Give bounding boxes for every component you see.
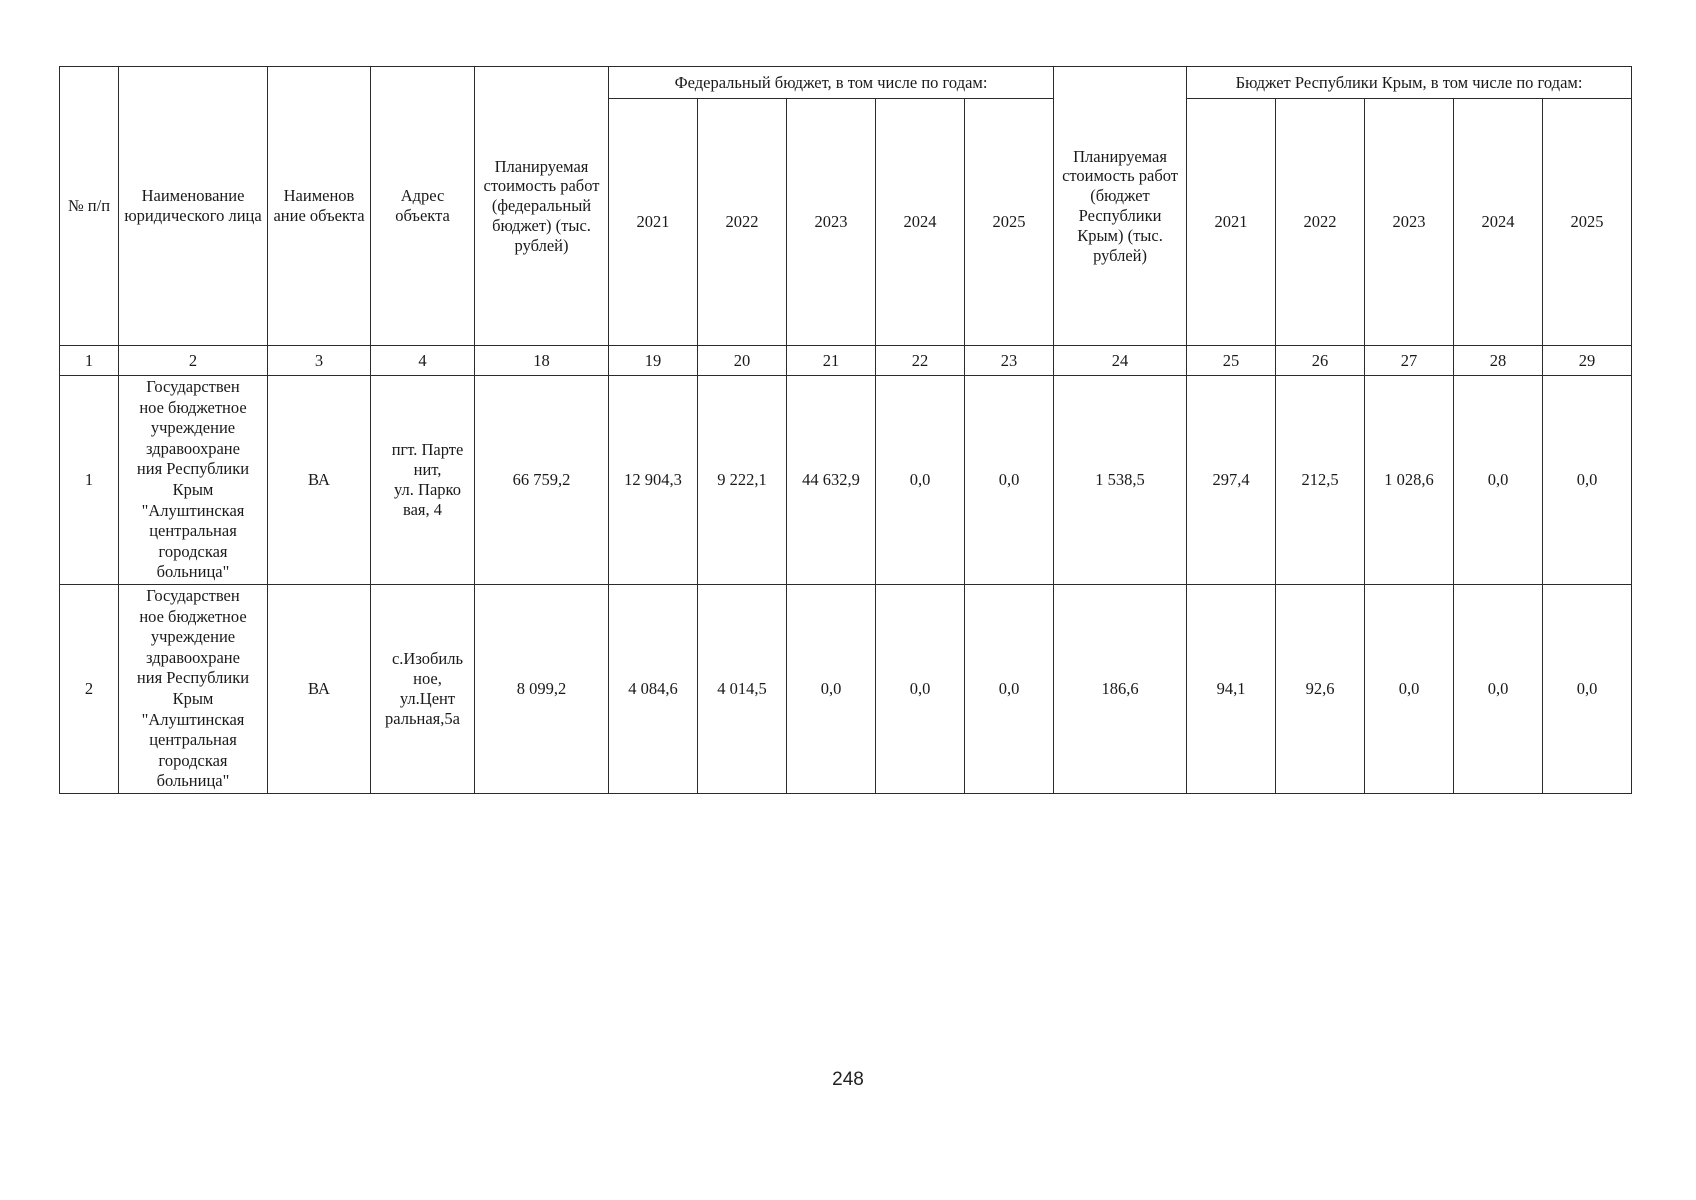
header-federal-year: 2021	[609, 99, 698, 346]
regional-year-value: 297,4	[1187, 376, 1276, 585]
text-line: больница"	[156, 771, 230, 791]
header-address: Адрес объекта	[371, 67, 475, 346]
text-line: городская	[158, 750, 228, 770]
header-federal-year: 2022	[698, 99, 787, 346]
planned-regional-cost: 1 538,5	[1054, 376, 1187, 585]
column-number: 2	[119, 346, 268, 376]
header-object-name: Наименов ание объекта	[268, 67, 371, 346]
header-federal-year: 2024	[876, 99, 965, 346]
column-number: 3	[268, 346, 371, 376]
column-number: 24	[1054, 346, 1187, 376]
text-line: ния Республики	[136, 459, 250, 479]
column-number: 22	[876, 346, 965, 376]
header-regional-year: 2021	[1187, 99, 1276, 346]
page-number: 248	[832, 1069, 864, 1090]
text-line: Крым	[172, 480, 214, 499]
text-line: больница"	[156, 562, 230, 582]
column-number: 27	[1365, 346, 1454, 376]
federal-year-value: 9 222,1	[698, 376, 787, 585]
header-federal-year: 2025	[965, 99, 1054, 346]
object-name: ВА	[268, 376, 371, 585]
text-line: ул.Цент	[399, 689, 456, 708]
text-line: центральная	[149, 730, 237, 750]
text-line: "Алуштинская	[141, 709, 245, 729]
header-regional-year: 2024	[1454, 99, 1543, 346]
federal-year-value: 12 904,3	[609, 376, 698, 585]
column-number: 26	[1276, 346, 1365, 376]
column-number: 18	[475, 346, 609, 376]
column-number-row	[60, 346, 1632, 376]
column-number: 4	[371, 346, 475, 376]
federal-year-value: 0,0	[965, 376, 1054, 585]
text-line: вая, 4	[403, 499, 442, 519]
federal-year-value: 0,0	[876, 585, 965, 794]
header-regional-year: 2022	[1276, 99, 1365, 346]
column-number: 28	[1454, 346, 1543, 376]
header-regional-year: 2023	[1365, 99, 1454, 346]
header-federal-group: Федеральный бюджет, в том числе по годам:	[609, 67, 1054, 99]
text-line: учреждение	[150, 418, 236, 438]
header-planned-regional: Планируемая стоимость работ (бюджет Республики Крым) (тыс. рублей)	[1054, 67, 1187, 346]
text-line: здравоохране	[146, 647, 240, 667]
legal-entity-name	[119, 585, 268, 794]
text-line: учреждение	[150, 627, 236, 647]
object-address	[371, 585, 475, 794]
column-number: 29	[1543, 346, 1632, 376]
text-line: "Алуштинская	[141, 500, 245, 520]
column-number: 20	[698, 346, 787, 376]
text-line: Государствен	[146, 377, 240, 397]
column-number: 23	[965, 346, 1054, 376]
regional-year-value: 1 028,6	[1365, 376, 1454, 585]
federal-year-value: 4 084,6	[609, 585, 698, 794]
header-legal-entity: Наименование юридического лица	[119, 67, 268, 346]
text-line: с.Изобиль	[391, 649, 464, 669]
budget-table	[59, 66, 1632, 794]
legal-entity-name	[119, 376, 268, 585]
header-planned-federal: Планируемая стоимость работ (федеральный бюджет) (тыс. рублей)	[475, 67, 609, 346]
planned-federal-cost: 8 099,2	[475, 585, 609, 794]
federal-year-value: 4 014,5	[698, 585, 787, 794]
text-line: Крым	[172, 689, 214, 708]
federal-year-value: 0,0	[965, 585, 1054, 794]
text-line: ное бюджетное	[139, 606, 247, 626]
header-federal-year: 2023	[787, 99, 876, 346]
federal-year-value: 44 632,9	[787, 376, 876, 585]
regional-year-value: 0,0	[1454, 585, 1543, 794]
federal-year-value: 0,0	[787, 585, 876, 794]
text-line: Государствен	[146, 586, 240, 606]
federal-year-value: 0,0	[876, 376, 965, 585]
header-regional-year: 2025	[1543, 99, 1632, 346]
text-line: ное,	[413, 669, 442, 689]
text-line: ния Республики	[136, 668, 250, 688]
header-regional-group: Бюджет Республики Крым, в том числе по годам:	[1187, 67, 1632, 99]
regional-year-value: 94,1	[1187, 585, 1276, 794]
object-address	[371, 376, 475, 585]
text-line: нит,	[413, 460, 442, 480]
header-num: № п/п	[60, 67, 119, 346]
row-number: 1	[60, 376, 119, 585]
table-row	[60, 376, 1632, 585]
regional-year-value: 0,0	[1454, 376, 1543, 585]
planned-regional-cost: 186,6	[1054, 585, 1187, 794]
column-number: 25	[1187, 346, 1276, 376]
regional-year-value: 212,5	[1276, 376, 1365, 585]
planned-federal-cost: 66 759,2	[475, 376, 609, 585]
text-line: городская	[158, 541, 228, 561]
text-line: центральная	[149, 521, 237, 541]
regional-year-value: 0,0	[1543, 376, 1632, 585]
column-number: 21	[787, 346, 876, 376]
regional-year-value: 92,6	[1276, 585, 1365, 794]
text-line: здравоохране	[146, 438, 240, 458]
regional-year-value: 0,0	[1543, 585, 1632, 794]
text-line: пгт. Парте	[391, 440, 464, 460]
header-row-top	[60, 67, 1632, 99]
regional-year-value: 0,0	[1365, 585, 1454, 794]
row-number: 2	[60, 585, 119, 794]
text-line: ул. Парко	[394, 480, 461, 499]
column-number: 1	[60, 346, 119, 376]
table-row	[60, 585, 1632, 794]
column-number: 19	[609, 346, 698, 376]
text-line: ральная,5а	[385, 708, 460, 728]
object-name: ВА	[268, 585, 371, 794]
text-line: ное бюджетное	[139, 397, 247, 417]
